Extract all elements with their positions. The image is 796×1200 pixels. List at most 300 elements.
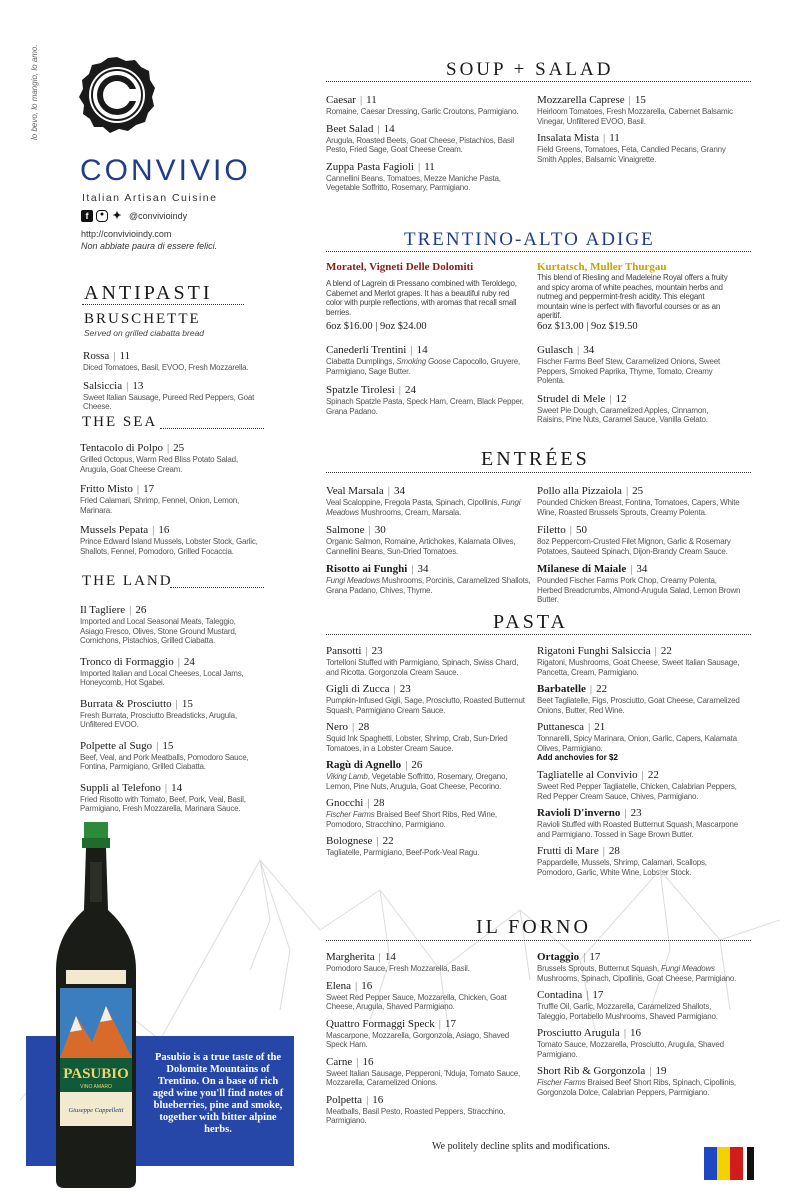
menu-item-description: Fresh Burrata, Prosciutto Breadsticks, Arugula, Unfiltered EVOO. (80, 710, 237, 729)
wine-name-moratel: Moratel, Vigneti Delle Dolomiti (326, 261, 474, 273)
price-separator: | (398, 384, 401, 396)
menu-item-name: Spatzle Tirolesi (326, 384, 395, 396)
wine-desc-moratel: A blend of Lagrein di Pressano combined with Teroldego, Cabernet and Merlot grapes. It has a beautiful ruby red color with purple reflections, with aromas that recall small berries. (326, 279, 517, 317)
menu-item-description: Heirloom Tomatoes, Fresh Mozzarella, Cabernet Balsamic Vinegar, Unfiltered EVOO, Basil. (537, 107, 733, 126)
menu-item-name: Gnocchi (326, 797, 364, 809)
menu-item-name: Ortaggio (537, 951, 580, 963)
menu-item-description: Fischer Farms Braised Beef Short Ribs, Spinach, Cipollinis, Gorgonzola Dolce, Calabrian Peppers, Parmigiano. (537, 1078, 736, 1097)
il-forno-right-list (537, 951, 742, 1103)
menu-item-name-price (537, 94, 742, 107)
menu-item (326, 94, 526, 117)
flag-stripe-yellow (717, 1147, 730, 1180)
menu-item-name-price (537, 393, 737, 406)
social-links (81, 210, 187, 222)
subsection-title-the-sea: THE SEA (82, 414, 158, 430)
pasubio-bottle-image (36, 820, 156, 1190)
entrees-left-list (326, 485, 531, 602)
menu-item-description: Squid Ink Spaghetti, Lobster, Shrimp, Crab, Sun-Dried Tomatoes, in a Lobster Cream Sauce. (326, 734, 508, 753)
brand-subtitle: Italian Artisan Cuisine (82, 192, 218, 204)
menu-item-description: Fischer Farms Braised Beef Short Ribs, Red Wine, Pomodoro, Stracchino, Parmigiano. (326, 810, 497, 829)
menu-item-description: Field Greens, Tomatoes, Feta, Candied Pecans, Granny Smith Apples, Balsamic Vinaigrette. (537, 145, 726, 164)
menu-item-price: 17 (444, 1017, 456, 1030)
soup-salad-right-list (537, 94, 742, 170)
menu-item-description: Fungi Meadows Mushrooms, Porcinis, Caramelized Shallots, Grana Padano, Chives, Thyme. (326, 576, 531, 595)
price-separator: | (377, 122, 380, 135)
menu-item-name: Filetto (537, 524, 566, 536)
menu-item-price: 23 (630, 807, 642, 819)
menu-item-description: 8oz Peppercorn-Crusted Filet Mignon, Garlic & Rosemary Potatoes, Sauteed Spinach, Dijon-Brandy Cream Sauce. (537, 537, 731, 556)
menu-item-name-price (80, 604, 260, 617)
price-separator: | (654, 645, 657, 657)
menu-item-name-price (83, 350, 261, 363)
menu-item (537, 951, 742, 983)
menu-item-description: Mascarpone, Mozzarella, Gorgonzola, Asiago, Shaved Speck Ham. (326, 1030, 509, 1049)
menu-item-name: Tronco di Formaggio (80, 655, 174, 668)
menu-item-name: Strudel di Mele (537, 392, 606, 405)
menu-item-price: 15 (181, 697, 193, 710)
menu-item (326, 384, 526, 416)
menu-item-name: Pansotti (326, 645, 362, 657)
menu-item-name-price (326, 645, 526, 658)
divider (326, 940, 751, 941)
menu-item-name: Ragù di Agnello (326, 759, 402, 771)
menu-item-name-price (80, 524, 258, 537)
menu-item-price: 11 (609, 132, 620, 144)
menu-item-name: Gigli di Zucca (326, 683, 390, 695)
menu-item-price: 26 (135, 604, 147, 616)
menu-item (537, 485, 742, 517)
flag-stripe-black (747, 1147, 754, 1180)
price-separator: | (586, 989, 589, 1001)
menu-item-name-price (326, 384, 526, 397)
menu-item-name-price (537, 721, 742, 734)
menu-item-name: Tagliatelle al Convivio (537, 769, 638, 781)
price-separator: | (366, 1093, 369, 1106)
menu-item-price: 17 (143, 483, 155, 495)
menu-item-name: Carne (326, 1055, 353, 1068)
price-separator: | (623, 1027, 627, 1039)
menu-item-name-price (326, 485, 531, 498)
menu-item-description: Fried Risotto with Tomato, Beef, Pork, Veal, Basil, Parmigiano, Fresh Mozzarella, Marinara Sauce. (80, 794, 246, 813)
price-separator: | (365, 645, 368, 657)
price-separator: | (156, 739, 159, 752)
menu-item-description: Beef, Veal, and Pork Meatballs, Pomodoro Sauce, Fontina, Parmigiano, Grilled Ciabatta. (80, 752, 249, 771)
menu-item-name-price (326, 683, 526, 696)
bottle-maker-label: Giuseppe Cappelletti (68, 1107, 124, 1114)
price-separator: | (602, 845, 605, 857)
price-separator: | (411, 563, 414, 575)
side-tagline: lo bevo, lo mangio, lo amo. (30, 44, 39, 140)
menu-item-name: Puttanesca (537, 721, 585, 733)
price-separator: | (129, 604, 132, 616)
menu-item-name: Insalata Mista (537, 132, 600, 144)
menu-item-price: 23 (371, 645, 383, 657)
menu-item-price: 34 (636, 563, 648, 575)
instagram-icon[interactable]: ● (96, 210, 108, 222)
menu-item-name-price (537, 1027, 742, 1040)
menu-item (83, 380, 261, 412)
menu-item-price: 25 (632, 485, 644, 497)
menu-item-name: Quattro Formaggi Speck (326, 1017, 435, 1030)
menu-item (326, 645, 526, 677)
menu-item-price: 28 (608, 845, 620, 857)
menu-item-description: Imported Italian and Local Cheeses, Local Jams, Honeycomb, Hot Sgabei. (80, 668, 244, 687)
menu-item-description: Romaine, Caesar Dressing, Garlic Croutons, Parmigiano. (326, 107, 519, 116)
flag-stripe-red (730, 1147, 743, 1180)
menu-item (326, 683, 526, 715)
menu-item-description: Rigatoni, Mushrooms, Goat Cheese, Sweet Italian Sausage, Pancetta, Cream, Parmigiano. (537, 658, 740, 677)
menu-item-description: Ciabatta Dumplings, Smoking Goose Capocollo, Gruyere, Parmigiano, Sage Butter. (326, 357, 520, 376)
wine-desc-kurtatsch: This blend of Riesling and Madeleine Royal offers a fruity and spicy aroma of white peaches, mountain herbs and nutmeg and peppermint-fresh acidity. This elegant mountain wine is perfect with flavorful courses or as an aperitif. (537, 273, 728, 321)
menu-item-name-price (537, 524, 742, 537)
menu-item-name-price (80, 698, 260, 711)
menu-item-name: Gulasch (537, 344, 574, 356)
menu-item-price: 34 (393, 485, 405, 497)
price-separator: | (588, 721, 591, 733)
price-separator: | (418, 160, 421, 173)
divider (170, 587, 264, 588)
menu-item-price: 16 (372, 1093, 384, 1106)
menu-item (537, 1065, 742, 1097)
section-title-soup-salad: SOUP + SALAD (446, 59, 614, 80)
menu-item-description: Viking Lamb, Vegetable Soffritto, Rosemary, Oregano, Lemon, Pine Nuts, Arugula, Goat Cheese, Pecorino. (326, 772, 508, 791)
price-separator: | (628, 94, 631, 106)
menu-item-name: Tentacolo di Polpo (80, 442, 163, 454)
menu-item-name: Caesar (326, 94, 356, 106)
menu-item-name: Frutti di Mare (537, 845, 599, 857)
menu-item (537, 563, 742, 605)
menu-item-description: Cannellini Beans, Tomatoes, Mezze Maniche Pasta, Vegetable Soffritto, Rosemary, Parmigiano. (326, 173, 501, 192)
menu-item-price: 25 (173, 442, 185, 454)
price-separator: | (641, 769, 644, 781)
menu-item-name: Beet Salad (326, 122, 374, 135)
menu-item (537, 645, 742, 677)
divider (326, 81, 751, 82)
footer-note: We politely decline splits and modifications. (432, 1141, 611, 1152)
menu-item (326, 1094, 526, 1126)
menu-item-name: Prosciutto Arugula (537, 1027, 620, 1039)
price-separator: | (630, 563, 633, 575)
menu-item-price: 30 (374, 524, 386, 536)
menu-item-name-price (326, 1094, 526, 1107)
menu-item-price: 22 (660, 645, 672, 657)
menu-item-price: 16 (361, 979, 373, 992)
menu-item-description: Imported and Local Seasonal Meats, Taleggio, Asiago Fresco, Olives, Stone Ground Mustard, Cornichons, Pistachios, Grilled Ciabatta. (80, 617, 237, 645)
menu-item-description: Truffle Oil, Garlic, Mozzarella, Caramelized Shallots, Taleggio, Portabello Mushrooms, Shaved Parmigiano. (537, 1002, 718, 1021)
price-separator: | (405, 759, 408, 771)
menu-item-price: 22 (382, 835, 394, 847)
menu-item-name: Contadina (537, 989, 583, 1001)
menu-item-name: Margherita (326, 951, 375, 963)
section-title-il-forno: IL FORNO (476, 916, 591, 938)
menu-item-price: 14 (171, 781, 183, 794)
menu-item-name-price (326, 94, 526, 107)
menu-item-name: Pollo alla Pizzaiola (537, 485, 622, 497)
menu-item-name-price (537, 645, 742, 658)
menu-item (80, 483, 258, 515)
menu-item-description: Pumpkin-Infused Gigli, Sage, Prosciutto, Roasted Butternut Squash, Parmigiano Cream Sauce. (326, 696, 525, 715)
section-title-trentino: TRENTINO-ALTO ADIGE (404, 229, 655, 250)
wine-name-kurtatsch: Kurtatsch, Muller Thurgau (537, 261, 667, 273)
divider (82, 304, 244, 305)
menu-item (326, 759, 526, 791)
menu-item-price: 14 (416, 344, 428, 356)
menu-item (326, 1056, 526, 1088)
menu-item-price: 34 (417, 563, 429, 575)
soup-salad-left-list (326, 94, 526, 199)
menu-item-name: Polpetta (326, 1093, 363, 1106)
wine-price-kurtatsch: 6oz $13.00 | 9oz $19.50 (537, 321, 638, 332)
menu-item-description: Sweet Red Pepper Sauce, Mozzarella, Chicken, Goat Cheese, Arugula, Shaved Parmigiano. (326, 992, 507, 1011)
price-separator: | (352, 721, 355, 733)
menu-item-price: 34 (583, 344, 595, 356)
bruschette-note: Served on grilled ciabatta bread (84, 328, 205, 338)
menu-item (326, 563, 531, 595)
menu-item-price: 11 (119, 350, 131, 362)
menu-item-name-price (80, 442, 258, 455)
menu-item-name-price (80, 740, 260, 753)
menu-item-price: 21 (594, 721, 606, 733)
subsection-title-bruschette: BRUSCHETTE (84, 311, 201, 327)
menu-item-name-price (537, 683, 742, 696)
menu-item-name-price (537, 485, 742, 498)
menu-item (326, 485, 531, 517)
price-separator: | (649, 1065, 652, 1077)
brand-motto: Non abbiate paura di essere felici. (81, 241, 218, 251)
menu-item-price: 15 (162, 739, 174, 752)
menu-item-name-price (326, 524, 531, 537)
menu-item-price: 22 (596, 683, 608, 695)
menu-item-description: Sweet Italian Sausage, Pepperoni, 'Nduja, Tomato Sauce, Mozzarella, Caramelized Onions. (326, 1068, 521, 1087)
menu-item-price: 23 (399, 683, 411, 695)
menu-item-name-price (326, 563, 531, 576)
menu-item (80, 524, 258, 556)
menu-item-name: Fritto Misto (80, 483, 133, 495)
section-title-entrees: ENTRÉES (481, 448, 590, 470)
the-land-list (80, 604, 260, 824)
menu-item-price: 17 (592, 989, 604, 1001)
price-separator: | (175, 697, 178, 710)
menu-item (80, 442, 258, 474)
wine-price-moratel: 6oz $16.00 | 9oz $24.00 (326, 321, 427, 332)
flag-stripe-blue (704, 1147, 717, 1180)
menu-item-description: Veal Scaloppine, Fregola Pasta, Spinach, Cipollinis, Fungi Meadows Mushrooms, Cream, Marsala. (326, 498, 521, 517)
menu-item-name-price (537, 344, 737, 357)
menu-item-description: Arugula, Roasted Beets, Goat Cheese, Pistachios, Basil Pesto, Fried Sage, Goat Cheese Cream. (326, 135, 514, 154)
subsection-title-the-land: THE LAND (82, 573, 173, 589)
menu-item (326, 123, 526, 155)
menu-item (326, 161, 526, 193)
menu-item-description: Sweet Pie Dough, Caramelized Apples, Cinnamon, Raisins, Pine Nuts, Caramel Sauce, Vanilla Gelato. (537, 405, 709, 424)
menu-item-name-price (326, 951, 526, 964)
menu-item (326, 721, 526, 753)
menu-item-name: Elena (326, 979, 352, 992)
price-separator: | (387, 485, 390, 497)
menu-item-description: Tagliatelle, Parmigiano, Beef-Pork-Veal Ragu. (326, 848, 480, 857)
menu-item-description: Organic Salmon, Romaine, Artichokes, Kalamata Olives, Cannellini Beans, Sun-Dried Tomatoes. (326, 537, 516, 556)
price-separator: | (376, 835, 379, 847)
twitter-icon[interactable]: ✦ (112, 210, 122, 222)
menu-item-extra: Add anchovies for $2 (537, 753, 618, 762)
the-sea-list (80, 442, 258, 565)
price-separator: | (438, 1017, 441, 1030)
trentino-right-list (537, 344, 737, 432)
bottle-brand-label: PASUBIO (63, 1066, 129, 1082)
price-separator: | (356, 1055, 359, 1068)
menu-item-price: 14 (384, 951, 396, 963)
menu-item-price: 13 (132, 379, 144, 392)
menu-item (537, 524, 742, 556)
menu-item-name-price (80, 483, 258, 496)
menu-item-name: Rigatoni Funghi Salsiccia (537, 645, 651, 657)
menu-item-name-price (83, 380, 261, 393)
bottle-sub-label: VINO AMARO (80, 1084, 112, 1090)
menu-item-price: 28 (373, 797, 385, 809)
menu-item-name: Burrata & Prosciutto (80, 697, 172, 710)
menu-item-name: Barbatelle (537, 683, 586, 695)
menu-item-name-price (537, 989, 742, 1002)
social-handle: @convivioindy (129, 211, 188, 221)
menu-item-name: Milanese di Maiale (537, 563, 627, 575)
menu-item-description: Tortelloni Stuffed with Parmigiano, Spinach, Swiss Chard, and Ricotta. Gorgonzola Cream Sauce. (326, 658, 519, 677)
menu-item-price: 24 (404, 384, 416, 396)
menu-item-name-price (326, 1018, 526, 1031)
menu-item-price: 11 (424, 160, 435, 173)
menu-item-name-price (537, 951, 742, 964)
menu-item-name-price (537, 563, 742, 576)
menu-item-name: Salmone (326, 524, 365, 536)
menu-item-name-price (326, 759, 526, 772)
section-title-pasta: PASTA (493, 611, 568, 633)
divider (160, 428, 264, 429)
menu-item-description: Beet Tagliatelle, Figs, Prosciutto, Goat Cheese, Caramelized Onions, Butter, Red Wine. (537, 696, 740, 715)
menu-item-price: 16 (362, 1055, 374, 1068)
menu-item-name-price (537, 132, 742, 145)
price-separator: | (164, 781, 168, 794)
menu-item-price: 11 (366, 94, 377, 106)
menu-item (537, 132, 742, 164)
menu-item-name: Mussels Pepata (80, 524, 149, 536)
menu-item (326, 951, 526, 974)
menu-item-description: Fried Calamari, Shrimp, Fennel, Onion, Lemon, Marinara. (80, 496, 240, 515)
menu-item-name: Salsiccia (83, 379, 123, 392)
divider (326, 472, 751, 473)
price-separator: | (625, 485, 629, 497)
menu-item-description: Prince Edward Island Mussels, Lobster Stock, Garlic, Shallots, Fennel, Pomodoro, Grilled Focaccia. (80, 537, 258, 556)
menu-item-description: Tomato Sauce, Mozzarella, Prosciutto, Arugula, Shaved Parmigiano. (537, 1040, 724, 1059)
price-separator: | (126, 379, 129, 392)
menu-item-description: Sweet Red Pepper Tagliatelle, Chicken, Calabrian Peppers, Red Pepper Cream Sauce, Chives, Parmigiano. (537, 782, 737, 801)
menu-item-name-price (80, 782, 260, 795)
menu-item (80, 740, 260, 772)
menu-item (537, 989, 742, 1021)
menu-item-name-price (326, 161, 526, 174)
menu-item-name: Rossa (83, 350, 110, 362)
price-separator: | (589, 683, 593, 695)
price-separator: | (624, 807, 627, 819)
menu-item-name-price (326, 980, 526, 993)
menu-item-name: Canederli Trentini (326, 344, 407, 356)
menu-item-description: Tonnarelli, Spicy Marinara, Onion, Garlic, Capers, Kalamata Olives, Parmigiano. (537, 734, 737, 753)
price-separator: | (359, 94, 363, 106)
menu-item (80, 656, 260, 688)
price-separator: | (410, 344, 413, 356)
entrees-right-list (537, 485, 742, 612)
price-separator: | (166, 442, 170, 454)
menu-item-price: 26 (411, 759, 423, 771)
menu-item (326, 344, 526, 376)
price-separator: | (378, 951, 381, 963)
menu-item-name: Polpette al Sugo (80, 739, 153, 752)
bruschette-list (83, 350, 261, 419)
divider (326, 251, 751, 252)
menu-item (537, 393, 737, 425)
menu-item-description: Grilled Octopus, Warm Red Bliss Potato Salad, Arugula, Goat Cheese Cream. (80, 455, 238, 474)
menu-item-description: Pounded Chicken Breast, Fontina, Tomatoes, Capers, White Wine, Roasted Brussels Sprouts, Creamy Polenta. (537, 498, 740, 517)
website-link[interactable]: http://convivioindy.com (81, 229, 172, 239)
menu-item-name: Nero (326, 721, 348, 733)
menu-item (537, 344, 737, 386)
menu-item-description: Brussels Sprouts, Butternut Squash, Fungi Meadows Mushrooms, Spinach, Cipollinis, Goat Cheese, Parmigiano. (537, 964, 737, 983)
facebook-icon[interactable]: f (81, 210, 93, 222)
menu-item (83, 350, 261, 373)
menu-item (537, 683, 742, 715)
menu-item (326, 1018, 526, 1050)
price-separator: | (603, 132, 606, 144)
menu-item-description: Fischer Farms Beef Stew, Caramelized Onions, Sweet Peppers, Smoked Paprika, Thyme, Tomato, Creamy Polenta. (537, 357, 720, 385)
price-separator: | (136, 483, 140, 495)
price-separator: | (569, 524, 572, 536)
menu-item-name: Veal Marsala (326, 485, 384, 497)
menu-item-name-price (326, 1056, 526, 1069)
menu-item (537, 769, 742, 801)
menu-item-name-price (326, 123, 526, 136)
menu-item-price: 15 (634, 94, 646, 106)
brand-name: CONVIVIO (80, 154, 251, 187)
menu-item-description: Meatballs, Basil Pesto, Roasted Peppers, Stracchino, Parmigiano. (326, 1106, 506, 1125)
menu-item-name: Bolognese (326, 835, 373, 847)
price-separator: | (355, 979, 358, 992)
menu-item-name: Il Tagliere (80, 604, 126, 616)
menu-item (326, 524, 531, 556)
menu-item-name-price (537, 769, 742, 782)
menu-item (80, 604, 260, 646)
menu-item (80, 698, 260, 730)
menu-item-name-price (80, 656, 260, 669)
menu-item (537, 1027, 742, 1059)
menu-item-description: Spinach Spatzle Pasta, Speck Ham, Cream, Black Pepper, Grana Padano. (326, 397, 524, 416)
menu-item-description: Sweet Italian Sausage, Pureed Red Peppers, Goat Cheese. (83, 392, 255, 411)
menu-item-price: 14 (383, 122, 395, 135)
menu-item-name: Suppli al Telefono (80, 781, 161, 794)
menu-item-price: 50 (575, 524, 587, 536)
menu-item-description: Pounded Fischer Farms Pork Chop, Creamy Polenta, Herbed Breadcrumbs, Almond-Arugula Salad, Lemon Brown Butter. (537, 576, 741, 604)
menu-item-price: 19 (655, 1065, 667, 1077)
menu-item-price: 28 (358, 721, 370, 733)
menu-item-price: 16 (630, 1027, 642, 1039)
pasubio-ad-text: Pasubio is a true taste of the Dolomite Mountains of Trentino. On a base of rich aged wine you'll find notes of blueberries, pine and smoke, together with bitter alpine herbs. (152, 1052, 284, 1135)
menu-item-price: 24 (183, 655, 195, 668)
menu-item-price: 16 (158, 524, 170, 536)
price-separator: | (177, 655, 180, 668)
menu-item-name: Risotto ai Funghi (326, 563, 408, 575)
menu-item-description: Pomodoro Sauce, Fresh Mozzarella, Basil. (326, 964, 470, 973)
menu-item-description: Pappardelle, Mussels, Shrimp, Calamari, Scallops, Pomodoro, Garlic, White Wine, Lobster Stock. (537, 858, 707, 877)
price-separator: | (152, 524, 155, 536)
menu-item-name-price (326, 721, 526, 734)
menu-item (326, 980, 526, 1012)
menu-item-name-price (326, 344, 526, 357)
